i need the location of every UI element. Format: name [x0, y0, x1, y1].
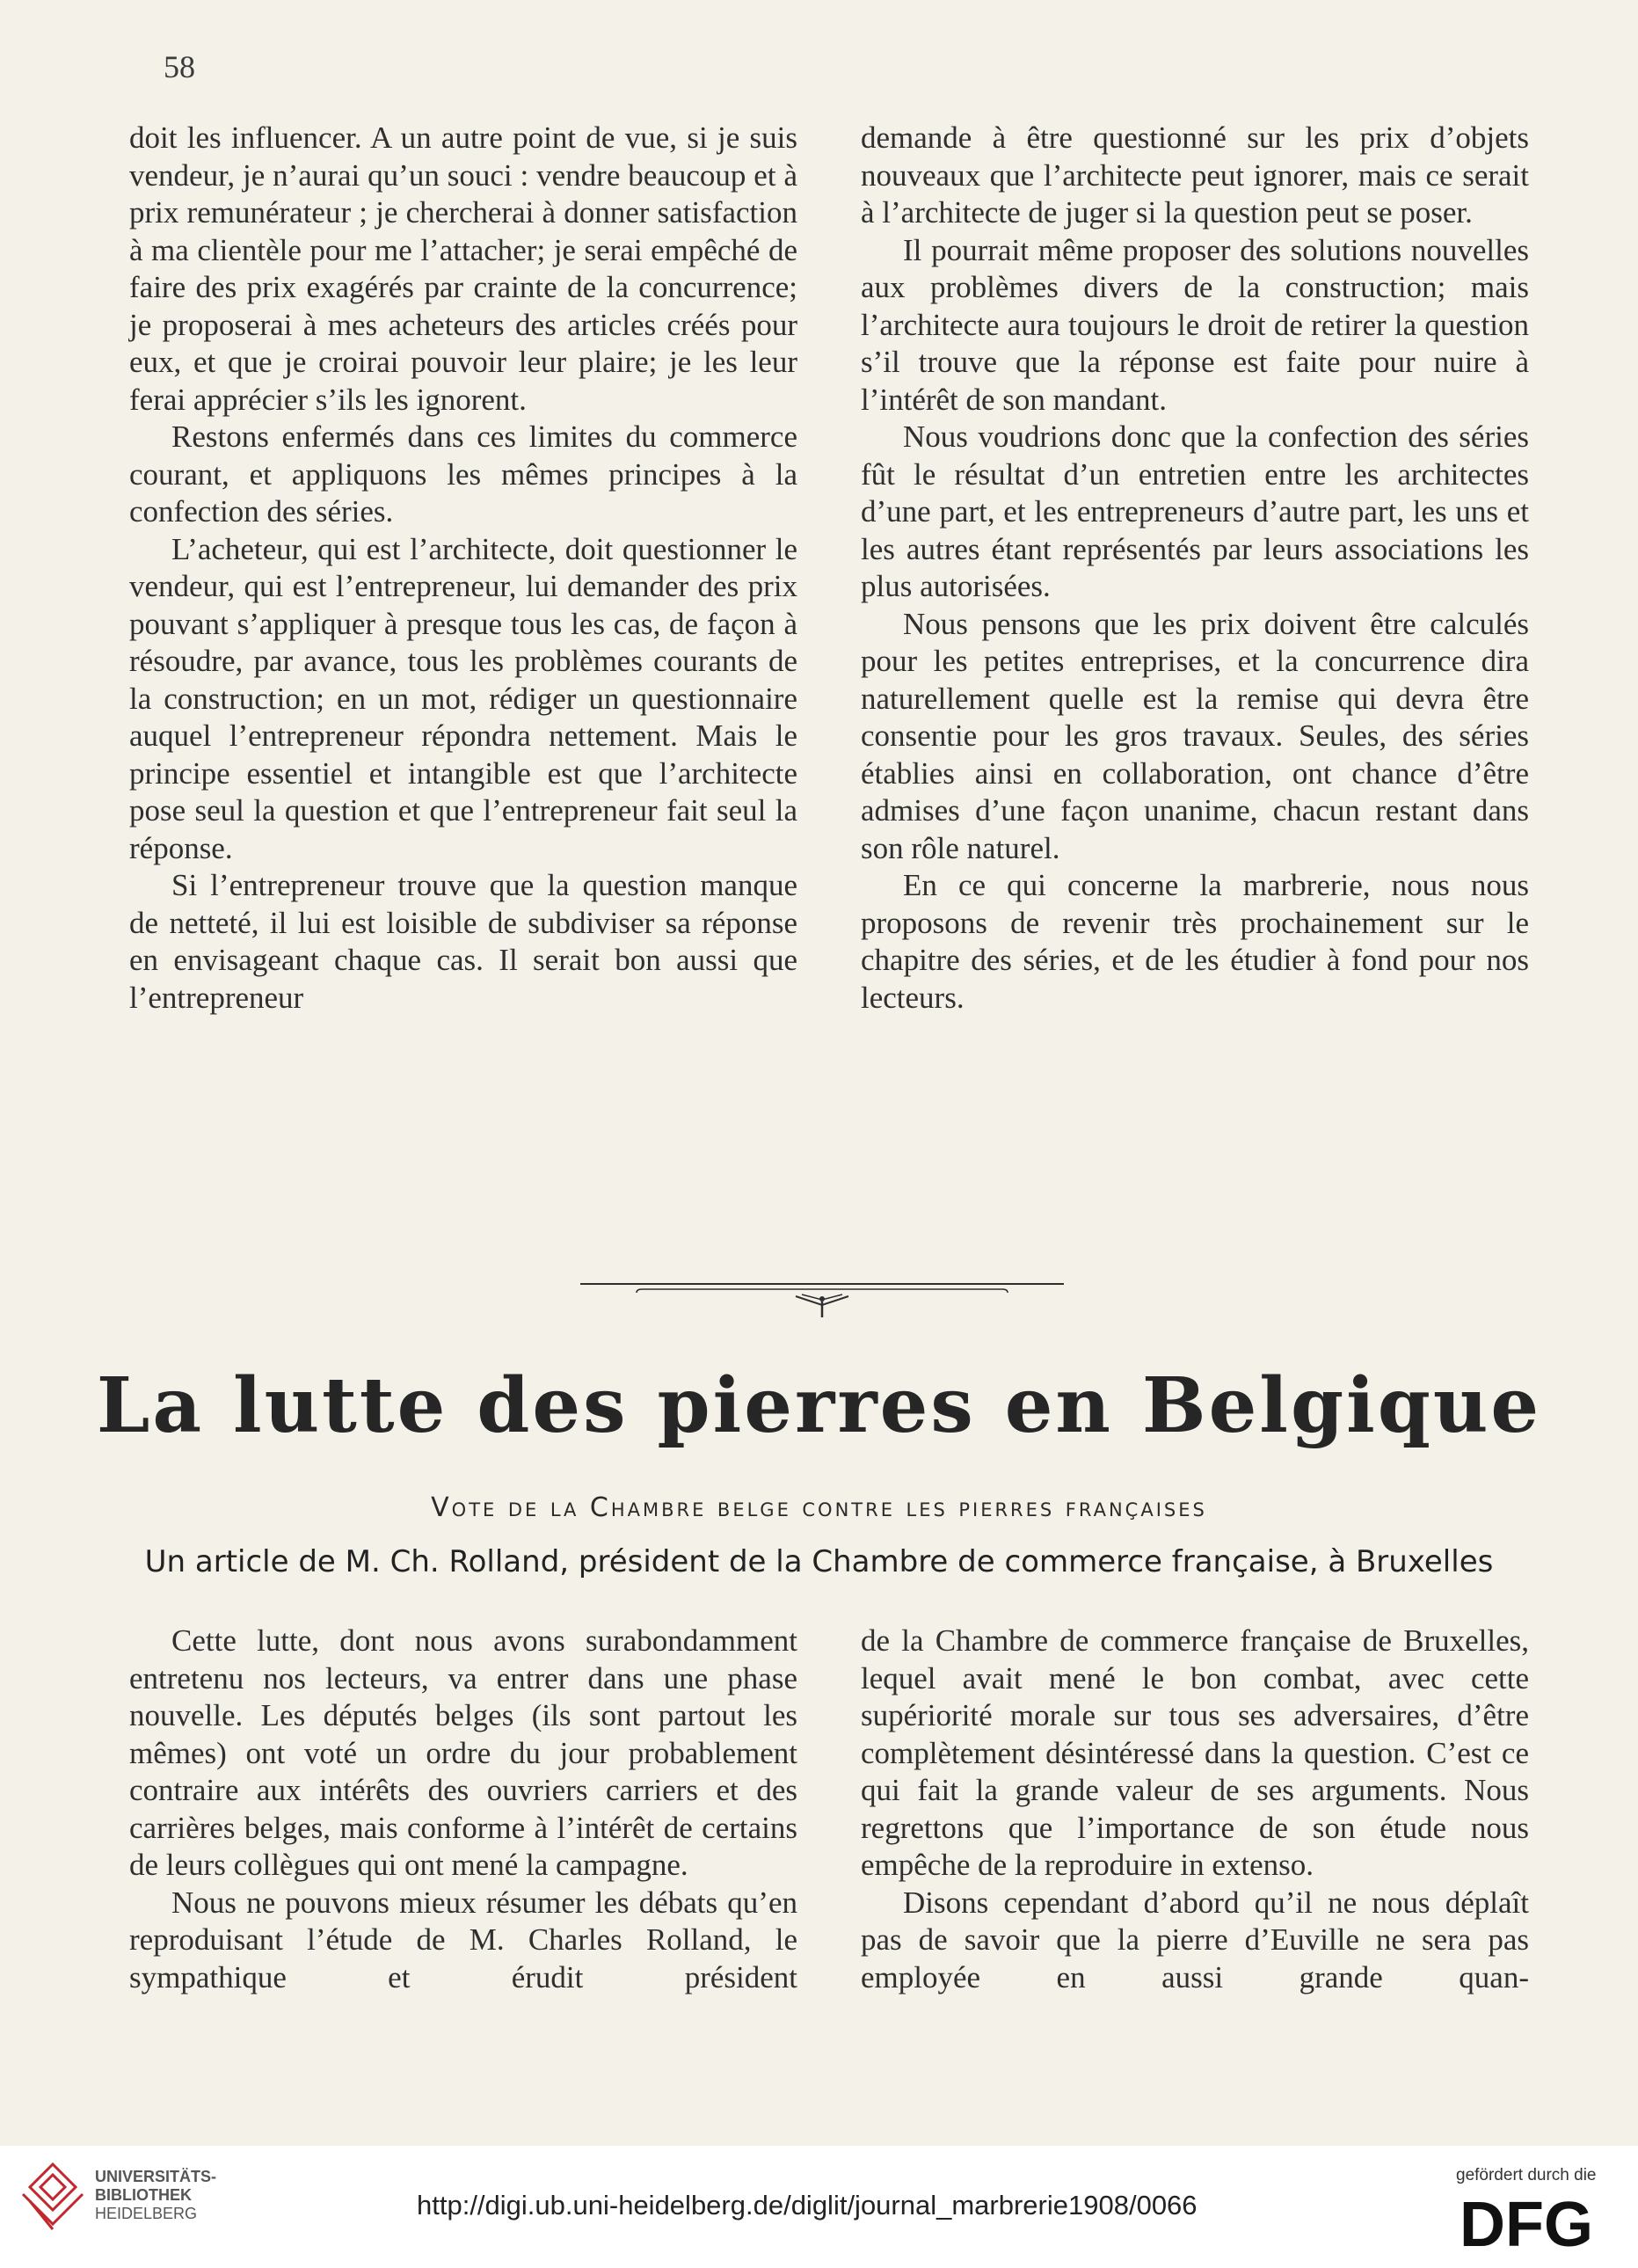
paragraph: Nous ne pouvons mieux résumer les débats qu’en reproduisant l’étude de M. Charles Rolland, le sympathique et érudit président [129, 1885, 797, 1995]
paragraph: doit les influencer. A un autre point de vue, si je suis vendeur, je n’aurai qu’un souci : vendre beaucoup et à prix remunérateur ; je chercherai à donner satisfaction à ma clientèle pour me l’attacher; je serai empêché de faire des prix exagérés par crainte de la concurrence; je proposerai à mes acheteurs des articles créés pour eux, et que je croirai pouvoir leur plaire; je les leur ferai apprécier s’ils les ignorent. [129, 120, 797, 417]
article1-left-column [129, 120, 797, 1017]
paragraph: Si l’entrepreneur trouve que la question manque de netteté, il lui est loisible de subdiviser sa réponse en envisageant chaque cas. Il serait bon aussi que l’entrepreneur [129, 868, 797, 1015]
paragraph: Il pourrait même proposer des solutions nouvelles aux problèmes divers de la construction; mais l’architecte aura toujours le droit de retirer la question s’il trouve que la réponse est faite pour nuire à l’intérêt de son mandant. [861, 232, 1529, 417]
article-title: La lutte des pierres en Belgique [96, 1361, 1542, 1450]
sponsor-caption: gefördert durch die [1456, 2166, 1597, 2184]
digitization-footer [0, 2146, 1638, 2268]
dfg-logo-icon [1460, 2191, 1613, 2253]
library-logo-icon [18, 2159, 88, 2234]
paragraph: de la Chambre de commerce française de Bruxelles, lequel avait mené le bon combat, avec cette supériorité morale sur tous ses adversaires, d’être complètement désintéressé dans la question. C’est ce qui fait la grande valeur de ses arguments. Nous regrettons que l’importance de son étude nous empêche de la reproduire in extenso. [861, 1623, 1529, 1882]
library-name: UNIVERSITÄTS- BIBLIOTHEK HEIDELBERG [95, 2168, 217, 2222]
paragraph: Nous voudrions donc que la confection des séries fût le résultat d’un entretien entre les architectes d’une part, et les entrepreneurs d’autre part, les uns et les autres étant représentés par leurs associations les plus autorisées. [861, 419, 1529, 603]
article-byline: Un article de M. Ch. Rolland, président de la Chambre de commerce française, à Bruxelles [144, 1544, 1494, 1579]
paragraph: Cette lutte, dont nous avons surabondamment entretenu nos lecteurs, va entrer dans une phase nouvelle. Les députés belges (ils sont partout les mêmes) ont voté un ordre du jour probablement contraire aux intérêts des ouvriers carriers et des carrières belges, mais conforme à l’intérêt de certains de leurs collègues qui ont mené la campagne. [129, 1623, 797, 1882]
article1-right-column [861, 120, 1529, 1017]
article2-right-column [861, 1623, 1529, 1996]
paragraph: demande à être questionné sur les prix d’objets nouveaux que l’architecte peut ignorer, mais ce serait à l’architecte de juger si la question peut se poser. [861, 120, 1529, 230]
separator-ornament [580, 1275, 1064, 1328]
paragraph: L’acheteur, qui est l’architecte, doit questionner le vendeur, qui est l’entrepreneur, lui demander des prix pouvant s’appliquer à presque tous les cas, de façon à résoudre, par avance, tous les problèmes courants de la construction; en un mot, rédiger un questionnaire auquel l’entrepreneur répondra nettement. Mais le principe essentiel et intangible est que l’architecte pose seul la question et que l’entrepreneur fait seul la réponse. [129, 531, 797, 865]
article-subtitle: Vote de la Chambre belge contre les pierres françaises [431, 1492, 1207, 1523]
paragraph: Restons enfermés dans ces limites du commerce courant, et appliquons les mêmes principes à la confection des séries. [129, 419, 797, 529]
article2-left-column [129, 1623, 797, 1996]
paragraph: En ce qui concerne la marbrerie, nous nous proposons de revenir très prochainement sur le chapitre des séries, et de les étudier à fond pour nos lecteurs. [861, 868, 1529, 1015]
page-number: 58 [164, 49, 195, 84]
svg-text:DFG: DFG [1460, 2191, 1593, 2253]
paragraph: Nous pensons que les prix doivent être calculés pour les petites entreprises, et la concurrence dira naturellement quelle est la remise qui devra être consentie pour les gros travaux. Seules, des séries établies ainsi en collaboration, ont chance d’être admises d’une façon unanime, chacun restant dans son rôle naturel. [861, 606, 1529, 865]
source-url-link[interactable]: http://digi.ub.uni-heidelberg.de/diglit/journal_marbrerie1908/0066 [417, 2190, 1198, 2221]
paragraph: Disons cependant d’abord qu’il ne nous déplaît pas de savoir que la pierre d’Euville ne sera pas employée en aussi grande quan- [861, 1885, 1529, 1995]
